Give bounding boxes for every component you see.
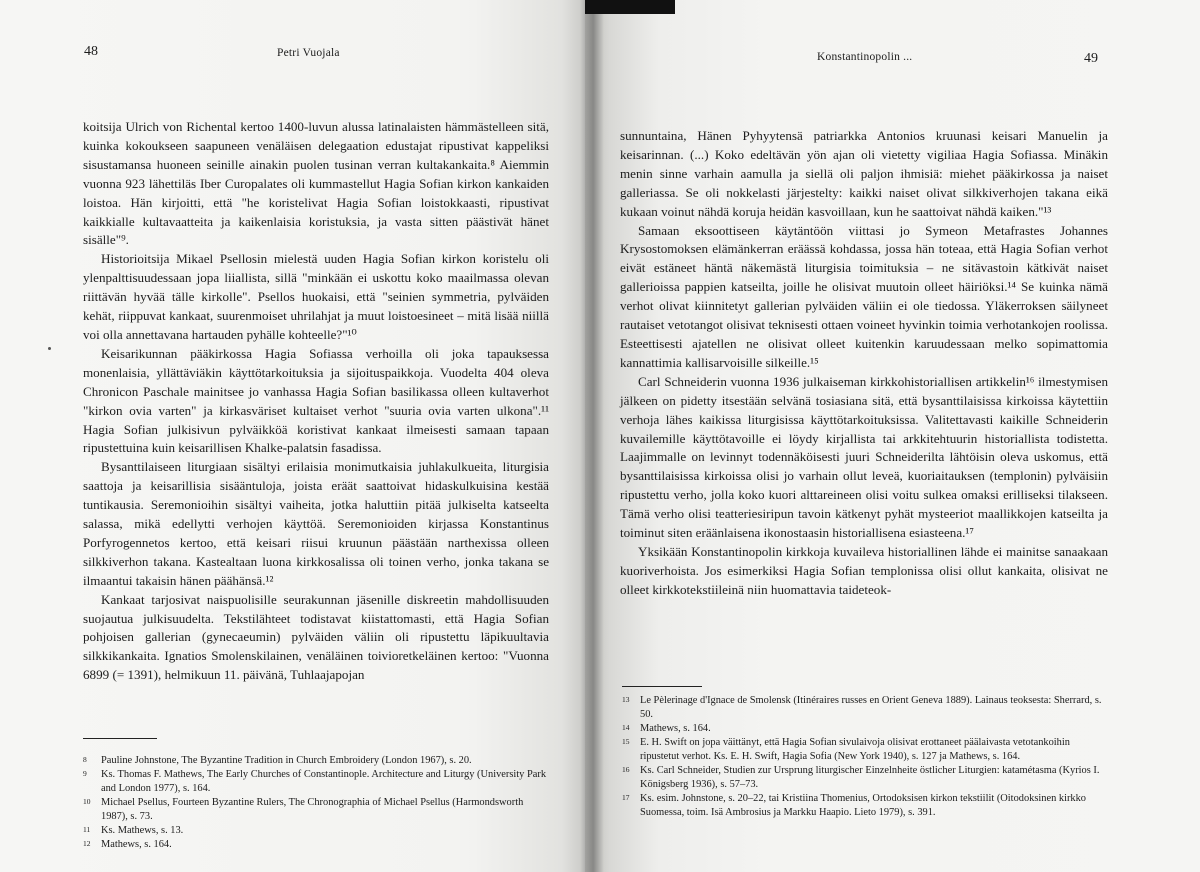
body-text	[620, 127, 1108, 600]
footnote-rule	[622, 686, 702, 687]
footnote-rule	[83, 738, 157, 739]
paragraph: koitsija Ulrich von Richental kertoo 1400-luvun alussa latinalaisten hämmästelleen sitä, kuinka kokoukseen saapuneen venäläisen delegaation edustajat ripustivat kappeliksi sisustamansa huoneen seinille ainakin puolen tusinan verran kultakankaita.⁸ Aiemmin vuonna 923 lähettiläs Iber Curopalates oli kummastellut Hagia Sofian kirkon kankaiden loistoa. Hän kirjoitti, että "he koristelivat Hagia Sofian loistokkaasti, ripustivat kaikkialle kultavaatteita ja kaikenlaisia koristuksia, ja vasta sitten päästivät hänet sisälle"⁹.	[83, 119, 549, 248]
footnotes	[83, 754, 549, 852]
paragraph: Historioitsija Mikael Psellosin mielestä uuden Hagia Sofian kirkon koristelu oli ylenpalttisuudessaan jopa liiallista, sillä "minkään ei uskottu koko maailmassa olevan riittävän hyvää tälle kirkolle". Psellos huokaisi, että "seinien symmetria, pylväiden kehät, riippuvat kankaat, suurenmoiset uhrilahjat ja muut loistoesineet – mitä lisää niillä voi olla annettavana hartauden pyhälle kohteelle?"¹⁰	[83, 251, 549, 342]
footnote: 11 Ks. Mathews, s. 13.	[83, 825, 184, 836]
footnote: 16 Ks. Carl Schneider, Studien zur Ursprung liturgischer Einzelnheite östlicher Liturgien: katamétasma (Kyrios I. Königsberg 1936), s. 57–73.	[622, 765, 1100, 790]
paragraph: Carl Schneiderin vuonna 1936 julkaiseman kirkkohistoriallisen artikkelin¹⁶ ilmestymisen jälkeen on pidetty itsestään selvänä tosiasiana sitä, että bysanttilaisissa kirkoissa käytettiin verhoja lähes kaikissa liturgisissa käyttötarkoituksissa. Valitettavasti kaikille Schneiderin kuvailemille käyttötavoille ei löydy kirjallista tai arkkitehtuurin historiallista todistetta. Laajimmalle on levinnyt todennäköisesti juuri Schneiderilta lähtöisin oleva uskomus, että bysanttilaisissa kirkoissa olisi jo varhain ollut leveä, kuoriaitauksen (templonin) pylväisiin ripustettu verho, jolla koko kuori alttareineen olisi voitu sulkea omaksi erilliseksi tilakseen. Tämä verho olisi teatteriesiripun tavoin kätkenyt pyhät mysteeriot maallikkojen katseilta ja toiminut siten eräänlaisena ikonostaasin historiallisena esiasteena.¹⁷	[620, 373, 1108, 541]
paragraph: Yksikään Konstantinopolin kirkkoja kuvaileva historiallinen lähde ei mainitse sanaakaan kuoriverhoista. Jos esimerkiksi Hagia Sofian templonissa olisi ollut kankaita, olisivat ne olleet kirkkotekstiileinä niin huomattavia taideteok-	[620, 543, 1108, 597]
body-text	[83, 118, 549, 685]
running-head: Konstantinopolin ...	[817, 51, 913, 63]
page-number: 48	[84, 44, 98, 59]
left-page	[0, 0, 585, 872]
footnote: 17 Ks. esim. Johnstone, s. 20–22, tai Kristiina Thomenius, Ortodoksisen kirkon tekstiilit (Oitodoksinen kirkko Suomessa, toim. Isä Ambrosius ja Markku Haapio. Lieto 1979), s. 391.	[622, 793, 1087, 818]
footnote: 14 Mathews, s. 164.	[622, 723, 711, 734]
footnote: 10 Michael Psellus, Fourteen Byzantine Rulers, The Chronographia of Michael Psellus (Harmondsworth 1987), s. 73.	[83, 797, 524, 822]
footnote: 9 Ks. Thomas F. Mathews, The Early Churches of Constantinople. Architecture and Liturgy (University Park and London 1977), s. 164.	[83, 769, 547, 794]
paragraph: Kankaat tarjosivat naispuolisille seurakunnan jäsenille diskreetin mahdollisuuden suojautua julkisuudelta. Tekstilähteet todistavat kiistattomasti, että Hagia Sofian pohjoisen gallerian (gynecaeumin) pylväiden väliin oli ripustettu läpikuultavia silkkikankaita. Ignatios Smolenskilainen, venäläinen toivioretkeläinen kertoo: "Vuonna 6899 (= 1391), helmikuun 11. päivänä, Tuhlaajapojan	[83, 591, 549, 683]
footnotes	[622, 694, 1108, 820]
footnote: 8 Pauline Johnstone, The Byzantine Tradition in Church Embroidery (London 1967), s. 20.	[83, 755, 472, 766]
right-page	[585, 0, 1200, 872]
paragraph: Bysanttilaiseen liturgiaan sisältyi erilaisia monimutkaisia juhlakulkueita, liturgisia saattoja ja keisarillisia sisääntuloja, joista eräät saattoivat hidaskulkuisina kestää tuntikausia. Seremonioihin sisältyi vaiheita, jotka haluttiin pitää julkiselta katseelta salassa, mikä edellytti verhojen käyttöä. Seremonioiden kirjassa Konstantinus Porfyrogennetos kertoo, että keisari riisui kruunun päästään narthexissa olleen silkkiverhon takana. Kastealtaan luona kirkkosalissa oli toinen verho, jonka takana se ilmaantui takaisin hänen päähänsä.¹²	[83, 459, 549, 588]
book-gutter	[580, 0, 604, 872]
footnote: 12 Mathews, s. 164.	[83, 839, 172, 850]
page-number: 49	[1084, 51, 1098, 66]
paragraph: Keisarikunnan pääkirkossa Hagia Sofiassa verhoilla oli joka tapauksessa monenlaisia, yllättäviäkin käyttötarkoituksia ja sijoituspaikkoja. Vuodelta 404 oleva Chronicon Paschale mainitsee jo vanhassa Hagia Sofian basilikassa olleen kultaverhot "kirkon ovia varten" ja kirkasväriset kultaiset verhot "suuria ovia varten ulkona".¹¹ Hagia Sofian julkisivun pylväikköä koristivat kankaat ilmeisesti samaan tapaan ripustettuina kuin keisarillisen Khalke-palatsin fasadissa.	[83, 345, 549, 456]
paragraph: sunnuntaina, Hänen Pyhyytensä patriarkka Antonios kruunasi keisari Manuelin ja keisarinnan. (...) Koko edeltävän yön ajan oli vietetty vigiliaa Hagia Sofiassa. Minäkin menin sinne varhain aamulla ja siellä oli paljon ihmisiä: miehet pääkirkossa ja naiset galleriassa. Se oli nokkelasti järjestelty: kaikki naiset olivat silkkiverhojen takana eikä kukaan voinut nähdä koruja heidän kasvoillaan, kun he saattoivat nähdä kaiken."¹³	[620, 128, 1108, 219]
scan-edge	[585, 0, 675, 14]
running-head: Petri Vuojala	[277, 47, 340, 59]
footnote: 13 Le Pèlerinage d'Ignace de Smolensk (Itinéraires russes en Orient Geneva 1889). Lainaus teoksesta: Sherrard, s. 50.	[622, 695, 1102, 720]
margin-mark	[48, 347, 51, 350]
paragraph: Samaan eksoottiseen käytäntöön viittasi jo Symeon Metafrastes Johannes Krysostomoksen elämänkerran eräässä kohdassa, jossa hän toteaa, että Hagia Sofian verhot eivät estäneet häntä näkemästä liturgisia toimituksia – ne sitävastoin kätkivät naiset gallerioissa pappien katseilta, joille he olisivat muutoin olleet häiriöksi.¹⁴ Se kuinka nämä verhot olivat kiinnitetyt gallerian pylväiden väliin ei ole tiedossa. Yläkerroksen säilyneet rautaiset vetotangot olisivat teknisesti ottaen voineet hyvinkin toimia verhotankojen roolissa. Esteettisesti ajatellen ne olisivat olleet kuitenkin karuudessaan melko sopimattomia kannattimia kallisarvoisille silkeille.¹⁵	[620, 222, 1108, 370]
footnote: 15 E. H. Swift on jopa väittänyt, että Hagia Sofian sivulaivoja olisivat erottaneet päälaivasta vetotankoihin ripustetut verhot. Ks. E. H. Swift, Hagia Sofia (New York 1940), s. 127 ja Mathews, s. 164.	[622, 737, 1070, 762]
